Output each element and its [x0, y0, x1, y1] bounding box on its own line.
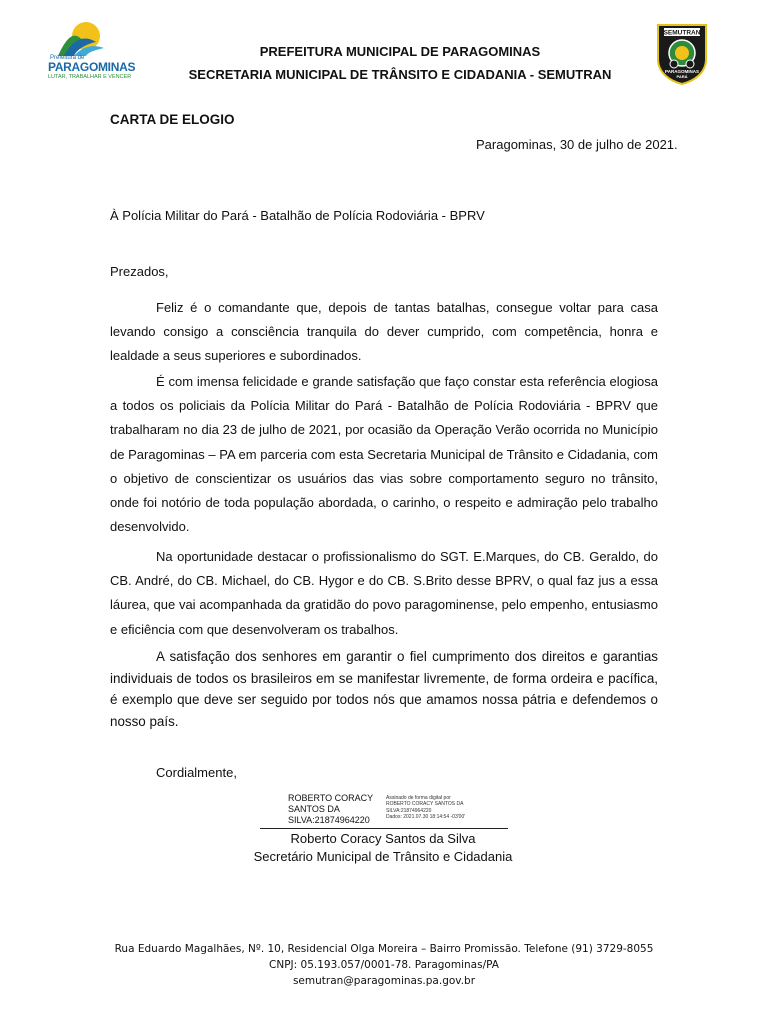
paragraph-2: É com imensa felicidade e grande satisfação que faço constar esta referência elogiosa a todos os policiais da Polícia Militar do Pará - Batalhão de Polícia Rodoviária - BPRV que trabalharam no dia 23 de julho de 2021, por ocasião da Operação Verão ocorrida no Município de Paragominas – PA em parceria com esta Secretaria Municipal de Trânsito e Cidadania, com o objetivo de conscientizar os usuários das vias sobre comportamento seguro no trânsito, onde foi notório de toda população abordada, o carinho, o respeito e admiração pelo trabalho desenvolvido.	[110, 374, 658, 535]
recipient: À Polícia Militar do Pará - Batalhão de Polícia Rodoviária - BPRV	[110, 208, 485, 223]
logo-graphic-icon	[56, 22, 104, 56]
logo-city-name: PARAGOMINAS	[48, 60, 136, 74]
header-title-prefeitura: PREFEITURA MUNICIPAL DE PARAGOMINAS	[259, 44, 541, 59]
header-title-secretaria: SECRETARIA MUNICIPAL DE TRÂNSITO E CIDADANIA - SEMUTRAN	[188, 67, 612, 82]
semutran-badge	[654, 21, 710, 85]
badge-bottom-text: PARAGOMINAS	[665, 69, 699, 74]
digital-signature-meta: Assinado de forma digital por ROBERTO CORACY SANTOS DA SILVA:21874964220 Dados: 2021.07.30 18:14:54 -03'00'	[386, 795, 466, 821]
paragraph-3: Na oportunidade destacar o profissionalismo do SGT. E.Marques, do CB. Geraldo, do CB. André, do CB. Michael, do CB. Hygor e do CB. S.Brito desse BPRV, o qual faz jus a essa láurea, que vai acompanhada da gratidão do povo paragominense, pelo empenho, entusiasmo e eficiência com que desenvolveram os trabalhos.	[110, 549, 658, 637]
footer-email: semutran@paragominas.pa.gov.br	[292, 975, 476, 987]
letter-heading: CARTA DE ELOGIO	[110, 112, 235, 127]
greeting: Prezados,	[110, 264, 169, 279]
prefeitura-logo	[46, 22, 142, 78]
badge-state-text: PARÁ	[676, 74, 688, 79]
semutran-shield-icon	[654, 21, 710, 85]
footer-address: Rua Eduardo Magalhães, Nº. 10, Residencial Olga Moreira – Bairro Promissão. Telefone (91) 3729-8055	[114, 943, 654, 955]
paragraph-1: Feliz é o comandante que, depois de tantas batalhas, consegue voltar para casa levando consigo a consciência tranquila do dever cumprido, com competência, honra e lealdade a seus superiores e subordinados.	[110, 300, 658, 364]
badge-top-text: SEMUTRAN	[663, 29, 701, 37]
paragraph-4: A satisfação dos senhores em garantir o fiel cumprimento dos direitos e garantias individuais de todos os brasileiros em se manifestar livremente, de forma ordeira e pacífica, é exemplo que deve ser seguido por todos nós que amamos nossa pátria e defendemos o nosso país.	[110, 649, 658, 729]
closing: Cordialmente,	[156, 765, 237, 780]
place-date: Paragominas, 30 de julho de 2021.	[476, 137, 678, 152]
signer-role: Secretário Municipal de Trânsito e Cidadania	[253, 849, 513, 864]
signer-name: Roberto Coracy Santos da Silva	[290, 831, 476, 846]
footer-cnpj: CNPJ: 05.193.057/0001-78. Paragominas/PA	[269, 959, 499, 971]
signature-line	[260, 828, 508, 829]
logo-tagline: LUTAR, TRABALHAR E VENCER	[48, 74, 132, 80]
digital-signature-name: ROBERTO CORACY SANTOS DA SILVA:21874964220	[288, 793, 374, 825]
logo-small-text: Prefeitura de	[50, 55, 85, 61]
